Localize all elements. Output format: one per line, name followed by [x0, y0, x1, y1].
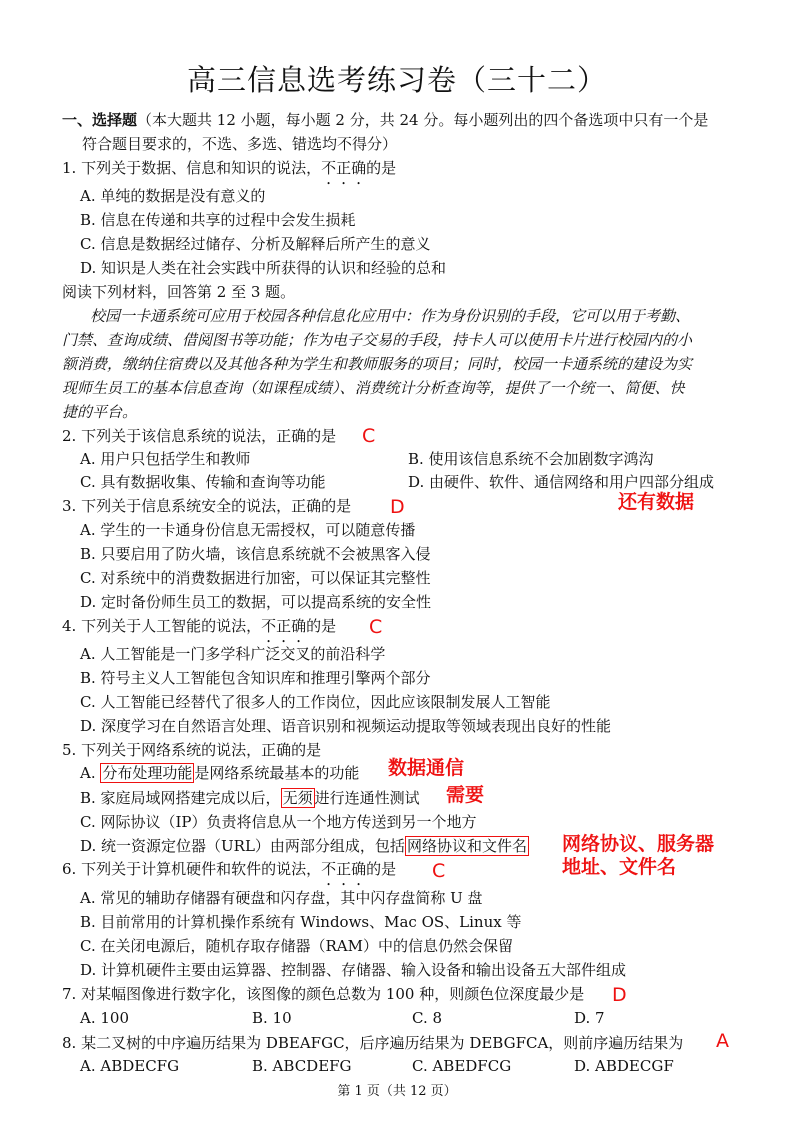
q5-option-b: B. 家庭局域网搭建完成以后， 无须 进行连通性测试 — [80, 789, 420, 807]
question-3-stem: 3. 下列关于信息系统安全的说法，正确的是 — [62, 497, 352, 515]
handwritten-note: 需要 — [446, 784, 485, 806]
q5-option-a: A. 分布处理功能 是网络系统最基本的功能 — [80, 764, 360, 782]
q8-option-d: D. ABDECGF — [574, 1057, 674, 1075]
q4-option-c: C. 人工智能已经替代了很多人的工作岗位，因此应该限制发展人工智能 — [80, 693, 551, 711]
q5-option-d: D. 统一资源定位器（URL）由两部分组成，包括 网络协议和文件名 — [80, 837, 527, 855]
q6-option-c: C. 在关闭电源后，随机存取存储器（RAM）中的信息仍然会保留 — [80, 937, 513, 955]
q2-option-c: C. 具有数据收集、传输和查询等功能 — [80, 473, 326, 491]
page-title: 高三信息选考练习卷（三十二） — [186, 63, 607, 97]
q3-option-a: A. 学生的一卡通身份信息无需授权，可以随意传播 — [80, 521, 416, 539]
reading-paragraph-line: 额消费，缴纳住宿费以及其他各种为学生和教师服务的项目；同时，校园一卡通系统的建设为实 — [62, 355, 693, 373]
page-footer: 第 1 页（共 12 页） — [337, 1084, 457, 1099]
question-8-stem: 8. 某二叉树的中序遍历结果为 DBEAFGC，后序遍历结果为 DEBGFCA，则前序遍历结果为 — [62, 1034, 684, 1052]
question-1-stem: 1. 下列关于数据、信息和知识的说法，不正确的是 — [62, 159, 397, 177]
q1-option-b: B. 信息在传递和共享的过程中会发生损耗 — [80, 211, 356, 229]
highlight-box: 分布处理功能 — [102, 764, 193, 782]
reading-paragraph-line: 校园一卡通系统可应用于校园各种信息化应用中：作为身份识别的手段，它可以用于考勤、 — [90, 307, 691, 325]
handwritten-answer: A — [716, 1030, 729, 1052]
q3-option-c: C. 对系统中的消费数据进行加密，可以保证其完整性 — [80, 569, 431, 587]
q4-option-a: A. 人工智能是一门多学科广泛交叉的前沿科学 — [80, 645, 386, 663]
handwritten-answer: C — [432, 860, 446, 882]
question-5-stem: 5. 下列关于网络系统的说法，正确的是 — [62, 741, 322, 759]
section-intro-line-2: 符合题目要求的，不选、多选、错选均不得分） — [82, 135, 398, 153]
q1-option-a: A. 单纯的数据是没有意义的 — [80, 187, 266, 205]
handwritten-answer: C — [369, 616, 383, 638]
section-intro-line-1: 一、选择题（本大题共 12 小题，每小题 2 分，共 24 分。每小题列出的四个备选项中只有一个是 — [62, 111, 709, 129]
q7-option-d: D. 7 — [574, 1009, 605, 1027]
handwritten-note: 还有数据 — [618, 491, 695, 513]
q3-option-d: D. 定时备份师生员工的数据，可以提高系统的安全性 — [80, 593, 432, 611]
section-heading: 一、选择题 — [62, 111, 138, 129]
q2-option-b: B. 使用该信息系统不会加剧数字鸿沟 — [408, 450, 654, 468]
reading-paragraph-line: 现师生员工的基本信息查询（如课程成绩）、消费统计分析查询等，提供了一个统一、简便、快 — [62, 379, 685, 397]
q3-option-b: B. 只要启用了防火墙，该信息系统就不会被黑客入侵 — [80, 545, 431, 563]
reading-lead: 阅读下列材料，回答第 2 至 3 题。 — [62, 283, 296, 301]
q4-option-d: D. 深度学习在自然语言处理、语音识别和视频运动提取等领域表现出良好的性能 — [80, 717, 612, 735]
q7-option-c: C. 8 — [412, 1009, 443, 1027]
q8-option-c: C. ABEDFCG — [412, 1057, 512, 1075]
q1-option-c: C. 信息是数据经过储存、分析及解释后所产生的意义 — [80, 235, 431, 253]
question-6-stem: 6. 下列关于计算机硬件和软件的说法，不正确的是 — [62, 860, 397, 878]
q7-option-a: A. 100 — [80, 1009, 129, 1027]
q2-option-d: D. 由硬件、软件、通信网络和用户四部分组成 — [408, 473, 715, 491]
highlight-box: 网络协议和文件名 — [406, 837, 527, 855]
question-2-stem: 2. 下列关于该信息系统的说法，正确的是 — [62, 427, 337, 445]
handwritten-note: 数据通信 — [388, 757, 465, 779]
q4-option-b: B. 符号主义人工智能包含知识库和推理引擎两个部分 — [80, 669, 431, 687]
q1-option-d: D. 知识是人类在社会实践中所获得的认识和经验的总和 — [80, 259, 447, 277]
handwritten-note: 地址、文件名 — [562, 856, 677, 878]
q7-option-b: B. 10 — [252, 1009, 292, 1027]
handwritten-answer: C — [362, 425, 376, 447]
handwritten-answer: D — [612, 984, 627, 1006]
q6-option-a: A. 常见的辅助存储器有硬盘和闪存盘，其中闪存盘简称 U 盘 — [80, 889, 483, 907]
q8-option-a: A. ABDECFG — [80, 1057, 180, 1075]
handwritten-answer: D — [390, 496, 405, 518]
reading-paragraph-line: 捷的平台。 — [62, 403, 138, 421]
q8-option-b: B. ABCDEFG — [252, 1057, 352, 1075]
reading-paragraph-line: 门禁、查询成绩、借阅图书等功能；作为电子交易的手段，持卡人可以使用卡片进行校园内的小 — [62, 331, 693, 349]
q2-option-a: A. 用户只包括学生和教师 — [80, 450, 251, 468]
handwritten-note: 网络协议、服务器 — [562, 833, 715, 855]
question-4-stem: 4. 下列关于人工智能的说法，不正确的是 — [62, 617, 337, 635]
q6-option-b: B. 目前常用的计算机操作系统有 Windows、Mac OS、Linux 等 — [80, 913, 522, 931]
highlight-box: 无须 — [282, 789, 313, 807]
q6-option-d: D. 计算机硬件主要由运算器、控制器、存储器、输入设备和输出设备五大部件组成 — [80, 961, 627, 979]
q5-option-c: C. 网际协议（IP）负责将信息从一个地方传送到另一个地方 — [80, 813, 477, 831]
question-7-stem: 7. 对某幅图像进行数字化，该图像的颜色总数为 100 种，则颜色位深度最少是 — [62, 985, 585, 1003]
